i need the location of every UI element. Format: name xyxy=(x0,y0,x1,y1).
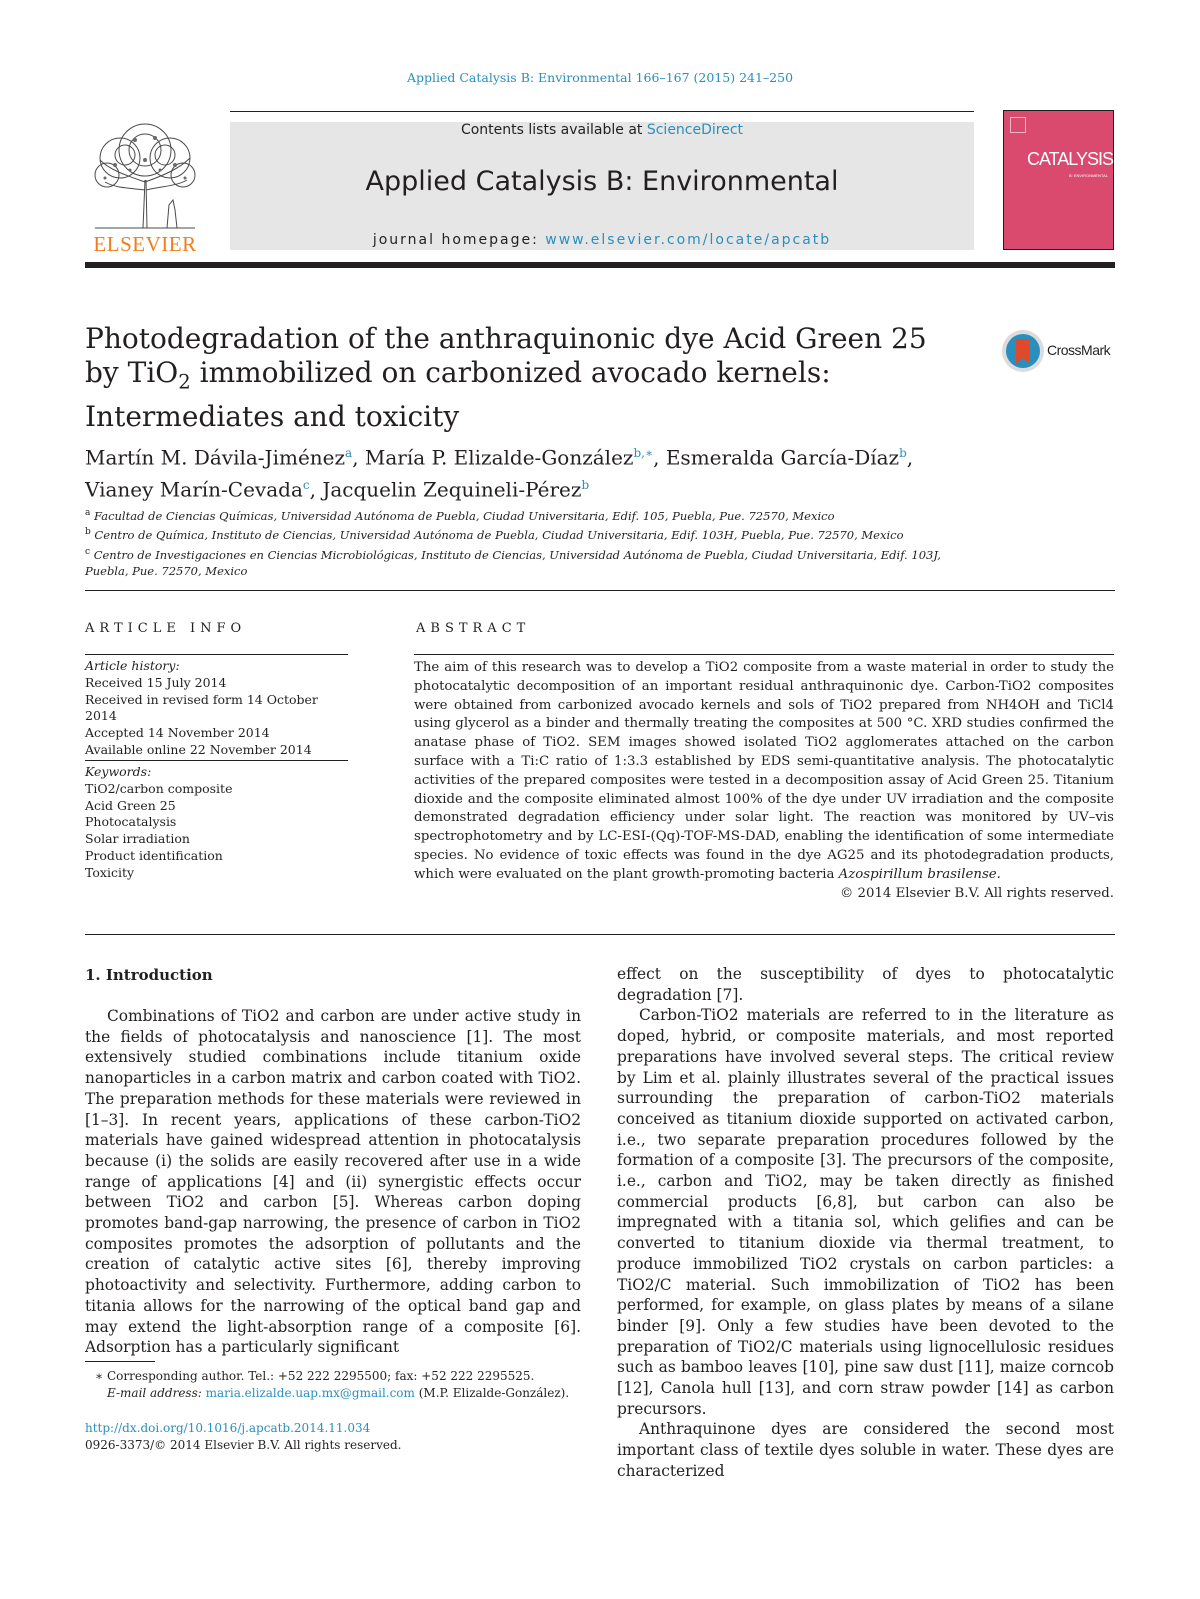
abstract-copyright: © 2014 Elsevier B.V. All rights reserved. xyxy=(840,886,1114,901)
elsevier-wordmark: ELSEVIER xyxy=(93,232,197,256)
footnote-rule xyxy=(85,1361,155,1362)
article-info-label: ARTICLE INFO xyxy=(85,621,247,636)
cover-subtitle: B: ENVIRONMENTAL xyxy=(1068,173,1108,178)
divider xyxy=(85,760,348,761)
doi-link[interactable]: http://dx.doi.org/10.1016/j.apcatb.2014.11.034 xyxy=(85,1421,371,1435)
email-label: E-mail address: xyxy=(107,1385,206,1400)
author[interactable]: María P. Elizalde-González xyxy=(364,445,634,470)
email-link[interactable]: maria.elizalde.uap.mx@gmail.com xyxy=(205,1385,415,1400)
corresponding-author: ∗ Corresponding author. Tel.: +52 222 2295500; fax: +52 222 2295525. xyxy=(95,1369,535,1383)
abstract-body: The aim of this research was to develop a TiO2 composite from a waste material in order to study the photocatalytic decomposition of an important residual anthraquinonic dye. Carbon-TiO2 composites were obtained from carbonized avocado kernels and sols of TiO2 prepared from NH4OH and TiCl4 using glycerol as a binder and thermally treating the composites at 500 °C. XRD studies confirmed the anatase phase of TiO2. SEM images showed isolated TiO2 agglomerates attached on the carbon surface with a Ti:C ratio of 1:3.3 established by EDS semi-quantitative analysis. The photocatalytic activities of the prepared composites were tested in a decomposition assay of Acid Green 25. Titanium dioxide and the composite eliminated almost 100% of the dye under UV irradiation and the composite demonstrated degradation efficiency under solar light. The reaction was monitored by UV–vis spectrophotometry and by LC-ESI-(Qq)-TOF-MS-DAD, enabling the identification of some intermediate species. No evidence of toxic effects was found in the dye AG25 and its photodegradation products, which were evaluated on the plant growth-promoting bacteria xyxy=(414,660,1114,882)
author-affil-marker[interactable]: b,∗ xyxy=(633,446,654,460)
divider xyxy=(85,934,1115,935)
keyword: Solar irradiation xyxy=(85,831,190,847)
author-list: Martín M. Dávila-Jiménez$^a$, María P. Elizalde-González$^{b,∗}$, Esmeralda García-Díaz$^b$, Vianey Marín-Cevada$^c$, Jacquelin Zequineli-Pérez$^b$ xyxy=(85,445,914,502)
author[interactable]: Jacquelin Zequineli-Pérez xyxy=(322,477,582,502)
homepage-link[interactable]: www.elsevier.com/locate/apcatb xyxy=(545,232,832,248)
author-affil-marker[interactable]: c xyxy=(302,477,310,492)
article-title xyxy=(85,322,965,434)
history-item: Received 15 July 2014 xyxy=(85,674,227,690)
keywords-label: Keywords: xyxy=(85,764,152,779)
issn-line: 0926-3373/© 2014 Elsevier B.V. All rights reserved. xyxy=(85,1437,402,1452)
journal-homepage xyxy=(230,232,974,248)
journal-cover[interactable] xyxy=(1003,110,1114,250)
title-part2: immobilized on carbonized avocado kernels: Intermediates and toxicity xyxy=(85,356,831,433)
history-label: Article history: xyxy=(85,658,180,673)
author-affil-marker[interactable]: b xyxy=(581,477,590,492)
body-paragraph: effect on the susceptibility of dyes to photocatalytic degradation [7]. xyxy=(617,965,1114,1004)
keyword: Photocatalysis xyxy=(85,814,177,830)
history-item: Accepted 14 November 2014 xyxy=(85,725,270,741)
keyword: Toxicity xyxy=(85,864,135,880)
homepage-prefix: journal homepage: xyxy=(372,232,546,248)
email-suffix: (M.P. Elizalde-González). xyxy=(414,1385,570,1400)
author[interactable]: Esmeralda García-Díaz xyxy=(665,445,900,470)
doi-block xyxy=(85,1420,585,1453)
affiliation: $^c$ Centro de Investigaciones en Ciencias Microbiológicas, Instituto de Ciencias, Universidad Autónoma de Puebla, Ciudad Universitaria, Edif. 103J, Puebla, Pue. 72570, Mexico xyxy=(85,546,941,578)
contents-line xyxy=(230,122,974,138)
right-column xyxy=(617,964,1114,1482)
author-affil-marker[interactable]: a xyxy=(345,446,353,460)
top-rule xyxy=(230,111,974,112)
body-paragraph: Carbon-TiO2 materials are referred to in the literature as doped, hybrid, or composite materials, and most reported preparations have involved several steps. The critical review by Lim et al. plainly illustrates several of the practical issues surrounding the preparation of carbon-TiO2 materials conceived as titanium dioxide supported on activated carbon, i.e., two separate preparation procedures followed by the formation of a composite [3]. The precursors of the composite, i.e., carbon and TiO2, may be taken directly as finished commercial products [6,8], but carbon can also be impregnated with a titania sol, which gelifies and can be converted to titanium dioxide via thermal treatment, to produce immobilized TiO2 crystals on carbon particles: a TiO2/C material. Such immobilization of TiO2 has been performed, for example, on glass plates by means of a silane binder [9]. Only a few studies have been devoted to the preparation of TiO2/C materials using lignocellulosic residues such as bamboo leaves [10], pine saw dust [11], maize corncob [12], Canola hull [13], and corn straw powder [14] as carbon precursors. xyxy=(617,1006,1114,1418)
affiliation: $^a$ Facultad de Ciencias Químicas, Universidad Autónoma de Puebla, Ciudad Universitaria, Edif. 105, Puebla, Pue. 72570, Mexico xyxy=(85,508,835,523)
affiliation: $^b$ Centro de Química, Instituto de Ciencias, Universidad Autónoma de Puebla, Ciudad Universitaria, Edif. 103H, Puebla, Pue. 72570, Mexico xyxy=(85,527,904,543)
journal-title: Applied Catalysis B: Environmental xyxy=(365,166,839,197)
title-part1: Photodegradation of the anthraquinonic dye Acid Green 25 by TiO xyxy=(85,322,927,389)
keyword: Acid Green 25 xyxy=(85,797,176,813)
title-subscript: 2 xyxy=(178,370,191,394)
header-thick-rule xyxy=(85,262,1115,268)
journal-reference[interactable]: Applied Catalysis B: Environmental 166–167 (2015) 241–250 xyxy=(406,70,794,85)
corresponding-footnote xyxy=(85,1368,585,1401)
article-history xyxy=(85,658,350,759)
abstract-label: ABSTRACT xyxy=(416,621,531,636)
divider xyxy=(85,654,348,655)
tree-icon xyxy=(85,120,205,230)
history-item: Received in revised form 14 October 2014 xyxy=(85,691,318,724)
affiliations xyxy=(85,505,985,579)
body-paragraph: Anthraquinone dyes are considered the second most important class of textile dyes soluble in water. These dyes are characterized xyxy=(617,1420,1114,1480)
abstract-text xyxy=(414,659,1114,885)
body-paragraph: Combinations of TiO2 and carbon are under active study in the fields of photocatalysis and nanoscience [1]. The most extensively studied combinations include titanium oxide nanoparticles in a carbon matrix and carbon coated with TiO2. The preparation methods for these materials were reviewed in [1–3]. In recent years, applications of these carbon-TiO2 materials have gained widespread attention in photocatalysis because (i) the solids are easily recovered after use in a wide range of applications [4] and (ii) synergistic effects occur between TiO2 and carbon [5]. Whereas carbon doping promotes band-gap narrowing, the presence of carbon in TiO2 composites promotes the adsorption of pollutants and the creation of catalytic active sites [6], thereby improving photoactivity and selectivity. Furthermore, adding carbon to titania allows for the narrowing of the optical band gap and may extend the light-absorption range of a composite [6]. Adsorption has a particularly significant xyxy=(85,1007,581,1357)
crossmark-label[interactable]: CrossMark xyxy=(1047,342,1111,358)
keyword: Product identification xyxy=(85,847,223,863)
divider xyxy=(85,590,1115,591)
sciencedirect-link[interactable]: ScienceDirect xyxy=(646,122,744,138)
abstract-species: Azospirillum brasilense. xyxy=(838,866,1001,882)
cover-title: CATALYSIS xyxy=(1026,149,1113,169)
contents-prefix: Contents lists available at xyxy=(460,122,647,138)
keywords xyxy=(85,764,350,882)
author-affil-marker[interactable]: b xyxy=(899,446,907,460)
crossmark-icon xyxy=(1000,328,1046,374)
author[interactable]: Martín M. Dávila-Jiménez xyxy=(85,445,346,470)
keyword: TiO2/carbon composite xyxy=(85,780,233,796)
left-column xyxy=(85,1006,581,1358)
author[interactable]: Vianey Marín-Cevada xyxy=(85,477,303,502)
history-item: Available online 22 November 2014 xyxy=(85,741,312,757)
section-heading: 1. Introduction xyxy=(85,966,213,984)
divider xyxy=(414,654,1114,655)
cover-emblem-icon xyxy=(1010,117,1026,133)
